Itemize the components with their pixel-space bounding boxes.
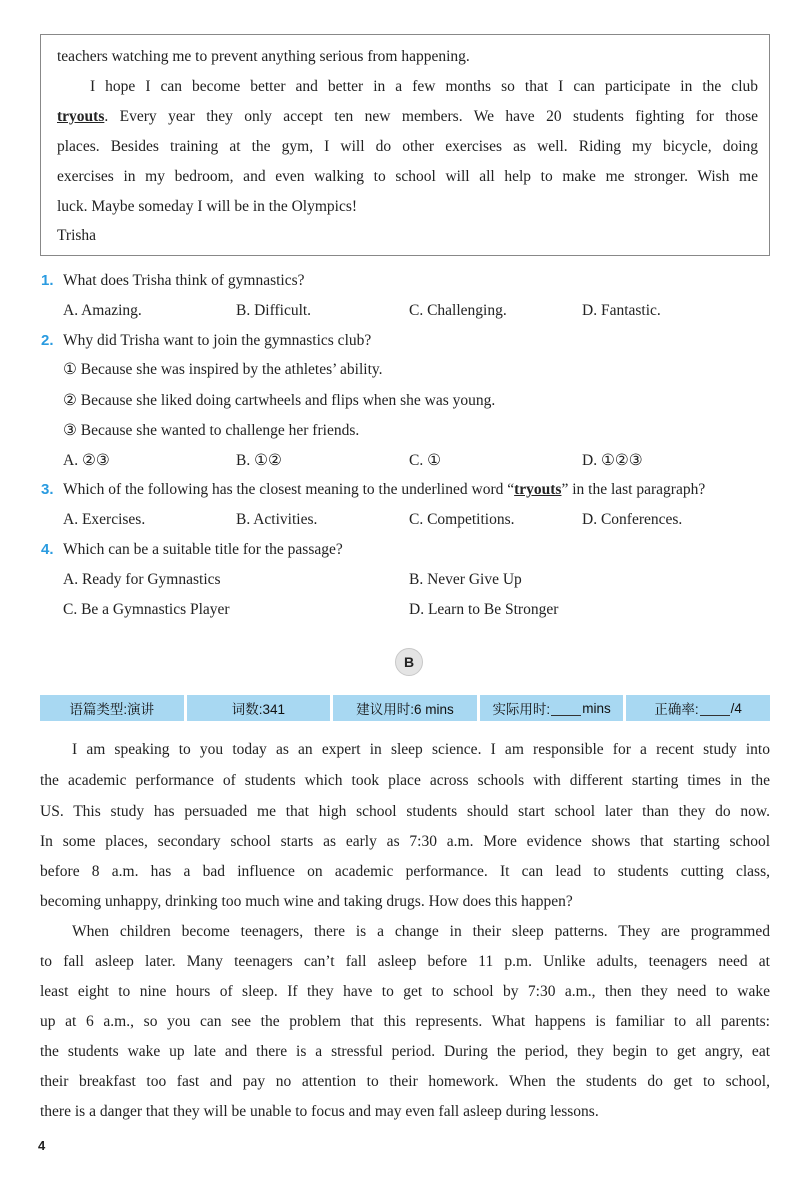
section-b-p1-line-5: before 8 a.m. has a bad influence on academic performance. It can lead to students cutting class, xyxy=(40,863,770,880)
question-2-number: 2. xyxy=(41,332,54,349)
question-4-option-a[interactable]: A. Ready for Gymnastics xyxy=(63,571,221,588)
question-1-number: 1. xyxy=(41,272,54,289)
info-passage-type: 语篇类型:演讲 xyxy=(40,695,184,721)
page-number: 4 xyxy=(38,1138,46,1153)
section-b-info-bar xyxy=(40,695,770,721)
info-accuracy: 正确率: /4 xyxy=(626,695,770,721)
question-2-statement-2: ② Because she liked doing cartwheels and flips when she was young. xyxy=(63,392,496,409)
question-1-option-c[interactable]: C. Challenging. xyxy=(409,302,507,319)
section-b-p1-line-6: becoming unhappy, drinking too much wine and taking drugs. How does this happen? xyxy=(40,893,573,910)
section-b-p2-line-5: the students wake up late and there is a stressful period. During the period, they begin to get angry, eat xyxy=(40,1043,770,1060)
underlined-word-tryouts: tryouts xyxy=(57,108,105,125)
section-b-p2-line-3: least eight to nine hours of sleep. If they have to get to school by 7:30 a.m., then they need to wake xyxy=(40,983,770,1000)
question-4-option-c[interactable]: C. Be a Gymnastics Player xyxy=(63,601,230,618)
section-b-p2-line-6: their breakfast too fast and pay no attention to their homework. When the students do get to school, xyxy=(40,1073,770,1090)
passage-a-p2-line-1: I hope I can become better and better in a few months so that I can participate in the club xyxy=(90,78,758,95)
info-word-count: 词数:341 xyxy=(187,695,331,721)
section-b-p2-line-7: there is a danger that they will be unable to focus and may even fall asleep during lessons. xyxy=(40,1103,599,1120)
section-b-p1-line-2: the academic performance of students which took place across schools with different starting times in the xyxy=(40,772,770,789)
passage-a-signature: Trisha xyxy=(57,227,97,244)
section-b-p2-line-1: When children become teenagers, there is a change in their sleep patterns. They are programmed xyxy=(72,923,770,940)
question-3-option-a[interactable]: A. Exercises. xyxy=(63,511,146,528)
question-4-option-d[interactable]: D. Learn to Be Stronger xyxy=(409,601,559,618)
question-2-option-b[interactable]: B. ①② xyxy=(236,452,282,469)
info-actual-time: 实际用时: mins xyxy=(480,695,624,721)
question-3-option-b[interactable]: B. Activities. xyxy=(236,511,318,528)
question-4-number: 4. xyxy=(41,541,54,558)
actual-time-blank[interactable] xyxy=(551,701,581,716)
section-b-badge: B xyxy=(395,648,423,676)
question-1-option-d[interactable]: D. Fantastic. xyxy=(582,302,661,319)
passage-a-p2-line-2: tryouts. Every year they only accept ten new members. We have 20 students fighting for those xyxy=(57,108,758,125)
question-2-stem: Why did Trisha want to join the gymnastics club? xyxy=(63,332,372,349)
question-1-stem: What does Trisha think of gymnastics? xyxy=(63,272,305,289)
section-b-p1-line-3: US. This study has persuaded me that high school students should start school later than they do now. xyxy=(40,803,770,820)
passage-a-p2-line-3: places. Besides training at the gym, I will do other exercises as well. Riding my bicycle, doing xyxy=(57,138,758,155)
question-2-statement-1: ① Because she was inspired by the athletes’ ability. xyxy=(63,361,383,378)
passage-a-p1-tail: teachers watching me to prevent anything serious from happening. xyxy=(57,48,470,65)
section-b-p1-line-4: In some places, secondary school starts as early as 7:30 a.m. More evidence shows that starting school xyxy=(40,833,770,850)
question-2-statement-3: ③ Because she wanted to challenge her friends. xyxy=(63,422,360,439)
accuracy-blank[interactable] xyxy=(700,701,730,716)
underlined-word-tryouts-quote: tryouts xyxy=(514,481,562,498)
question-2-option-c[interactable]: C. ① xyxy=(409,452,441,469)
info-suggested-time: 建议用时:6 mins xyxy=(333,695,477,721)
question-3-option-d[interactable]: D. Conferences. xyxy=(582,511,683,528)
question-1-option-b[interactable]: B. Difficult. xyxy=(236,302,312,319)
passage-a-p2-line-4: exercises in my bedroom, and even walking to school will all help to make me stronger. Wish me xyxy=(57,168,758,185)
section-b-p2-line-4: up at 6 a.m., so you can see the problem that this represents. What happens is familiar to all parents: xyxy=(40,1013,770,1030)
question-3-number: 3. xyxy=(41,481,54,498)
question-4-stem: Which can be a suitable title for the passage? xyxy=(63,541,343,558)
section-b-p1-line-1: I am speaking to you today as an expert in sleep science. I am responsible for a recent study into xyxy=(72,741,770,758)
question-2-option-d[interactable]: D. ①②③ xyxy=(582,452,643,469)
question-3-option-c[interactable]: C. Competitions. xyxy=(409,511,515,528)
section-b-p2-line-2: to fall asleep later. Many teenagers can’t fall asleep before 11 p.m. Unlike adults, teenagers need at xyxy=(40,953,770,970)
question-1-option-a[interactable]: A. Amazing. xyxy=(63,302,142,319)
passage-a-p2-line-5: luck. Maybe someday I will be in the Olympics! xyxy=(57,198,358,215)
question-4-option-b[interactable]: B. Never Give Up xyxy=(409,571,522,588)
question-2-option-a[interactable]: A. ②③ xyxy=(63,452,110,469)
question-3-stem: Which of the following has the closest meaning to the underlined word “tryouts” in the last paragraph? xyxy=(63,481,706,498)
